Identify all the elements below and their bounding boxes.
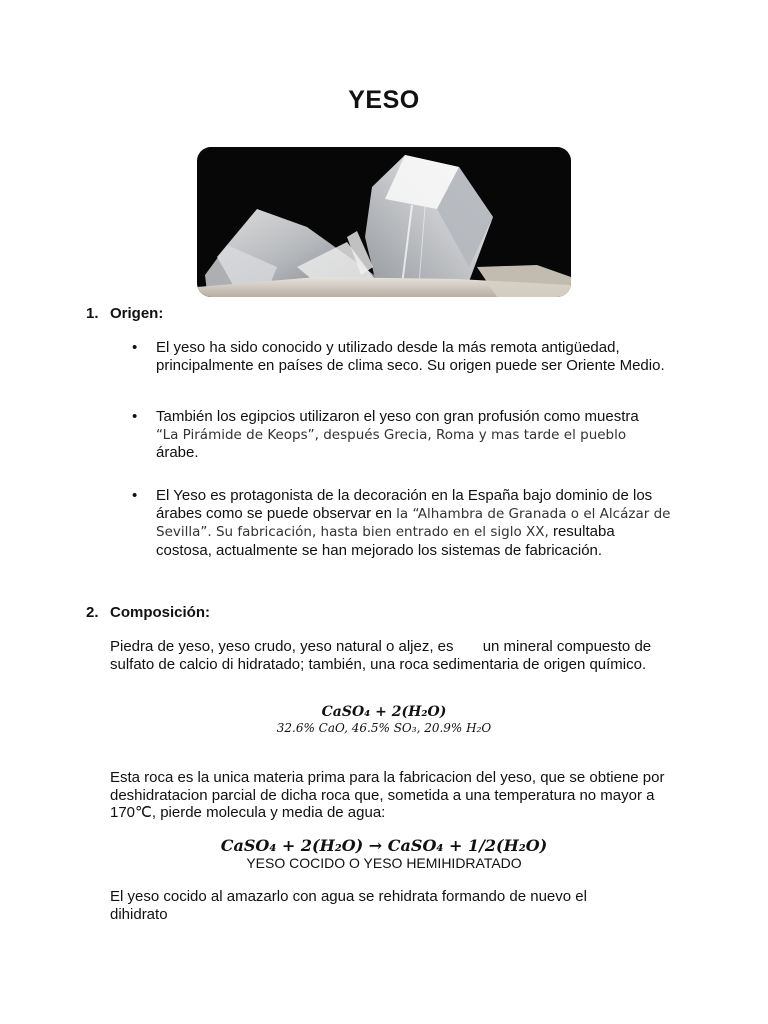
list-item: • El Yeso es protagonista de la decoración en la España bajo dominio de los árabes como se puede observar en la “Alhambra de Granada o el Alcázar de Sevilla”. Su fabricación, hasta bien entrado en el siglo XX, resultaba costosa, actualmente se han mejorado los sistemas de fabricación.	[132, 487, 671, 559]
gypsum-crystal-photo	[197, 147, 571, 297]
list-item: • El yeso ha sido conocido y utilizado desde la más remota antigüedad, principalmente en países de clima seco. Su origen puede ser Oriente Medio.	[132, 339, 665, 374]
formula-caption: YESO COCIDO O YESO HEMIHIDRATADO	[246, 855, 522, 871]
composicion-paragraph-2: Esta roca es la unica materia prima para la fabricacion del yeso, que se obtiene por deshidratacion parcial de dicha roca que, sometida a una temperatura no mayor a 170℃, pierde molecula y media de agua:	[110, 769, 665, 821]
list-item: • También los egipcios utilizaron el yeso con gran profusión como muestra “La Pirámide de Keops”, después Grecia, Roma y mas tarde el pueblo árabe.	[132, 408, 639, 461]
section-heading-composicion: 2. Composición:	[86, 604, 210, 621]
formula-gypsum: CaSO₄ + 2(H₂O)	[321, 704, 447, 720]
formula-dehydration: CaSO₄ + 2(H₂O) → CaSO₄ + 1/2(H₂O)	[220, 836, 548, 855]
section-heading-origen: 1. Origen:	[86, 305, 164, 322]
composicion-paragraph-1: Piedra de yeso, yeso crudo, yeso natural o aljez, es un mineral compuesto de sulfato de calcio di hidratado; también, una roca sedimentaria de origen químico.	[110, 638, 656, 673]
page-title: YESO	[348, 86, 420, 114]
formula-gypsum-composition: 32.6% CaO, 46.5% SO₃, 20.9% H₂O	[276, 721, 492, 735]
composicion-paragraph-3: El yeso cocido al amazarlo con agua se rehidrata formando de nuevo el dihidrato	[110, 888, 587, 923]
